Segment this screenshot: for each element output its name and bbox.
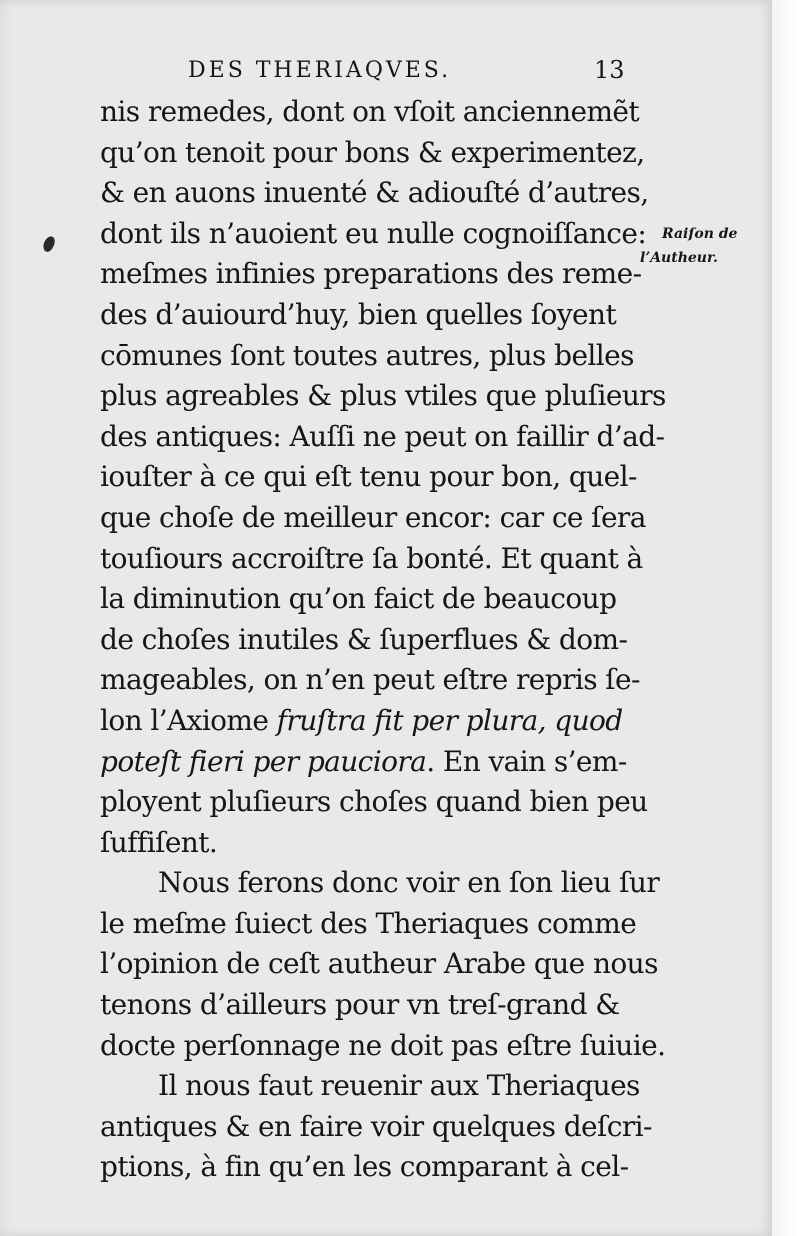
margin-note-line: Raiſon de bbox=[662, 226, 738, 242]
text-line: ployent pluſieurs choſes quand bien peu bbox=[100, 785, 648, 819]
text-line: Il nous faut reuenir aux Theriaques bbox=[158, 1069, 640, 1103]
text-line: nis remedes, dont on vſoit anciennemẽt bbox=[100, 95, 640, 128]
latin-quote: poteſt fieri per pauciora bbox=[100, 744, 427, 778]
text-line: qu’on tenoit pour bons & experimentez, bbox=[100, 135, 645, 169]
text-line: de choſes inutiles & ſuperflues & dom- bbox=[100, 622, 628, 656]
text-line: touſiours accroiſtre ſa bonté. Et quant à bbox=[100, 541, 643, 575]
text-line: cōmunes ſont toutes autres, plus belles bbox=[100, 338, 634, 372]
latin-quote: fruſtra fit per plura, quod bbox=[276, 703, 623, 737]
text-line: que choſe de meilleur encor: car ce ſera bbox=[100, 500, 646, 534]
text-line: iouſter à ce qui eſt tenu pour bon, quel- bbox=[100, 460, 637, 494]
text-line: des d’auiourd’huy, bien quelles ſoyent bbox=[100, 297, 617, 331]
text-line: & en auons inuenté & adiouſté d’autres, bbox=[100, 176, 649, 210]
margin-note-line: l’Autheur. bbox=[640, 250, 718, 266]
text-line: ſuffiſent. bbox=[100, 825, 218, 859]
text-line: le meſme ſuiect des Theriaques comme bbox=[100, 906, 637, 940]
text-line: plus agreables & plus vtiles que pluſieurs bbox=[100, 379, 666, 413]
text-segment: lon l’Axiome bbox=[100, 703, 277, 737]
page-edge bbox=[772, 0, 800, 1236]
text-line: Nous ferons donc voir en ſon lieu ſur bbox=[158, 866, 660, 900]
text-line: l’opinion de ceſt autheur Arabe que nous bbox=[100, 947, 658, 981]
text-line: des antiques: Auſſi ne peut on faillir d’ad- bbox=[100, 419, 665, 453]
text-line: ptions, à fin qu’en les comparant à cel- bbox=[100, 1150, 629, 1184]
text-line bbox=[100, 701, 660, 742]
text-line: dont ils n’auoient eu nulle cognoiſſance: bbox=[100, 216, 647, 250]
running-title: DES THERIAQVES. bbox=[188, 58, 452, 83]
text-line: la diminution qu’on faict de beaucoup bbox=[100, 582, 617, 616]
page-number: 13 bbox=[594, 56, 625, 84]
text-line: meſmes infinies preparations des reme- bbox=[100, 257, 642, 291]
ink-blot-mark bbox=[41, 235, 57, 254]
text-line: tenons d’ailleurs pour vn treſ-grand & bbox=[100, 988, 620, 1022]
body-text bbox=[100, 92, 666, 1188]
text-line: docte perſonnage ne doit pas eſtre ſuiuie. bbox=[100, 1028, 666, 1062]
text-line bbox=[100, 742, 660, 783]
text-segment: . En vain s’em- bbox=[426, 744, 627, 778]
text-line: mageables, on n’en peut eſtre repris ſe- bbox=[100, 663, 640, 697]
text-line: antiques & en faire voir quelques deſcri- bbox=[100, 1109, 652, 1143]
